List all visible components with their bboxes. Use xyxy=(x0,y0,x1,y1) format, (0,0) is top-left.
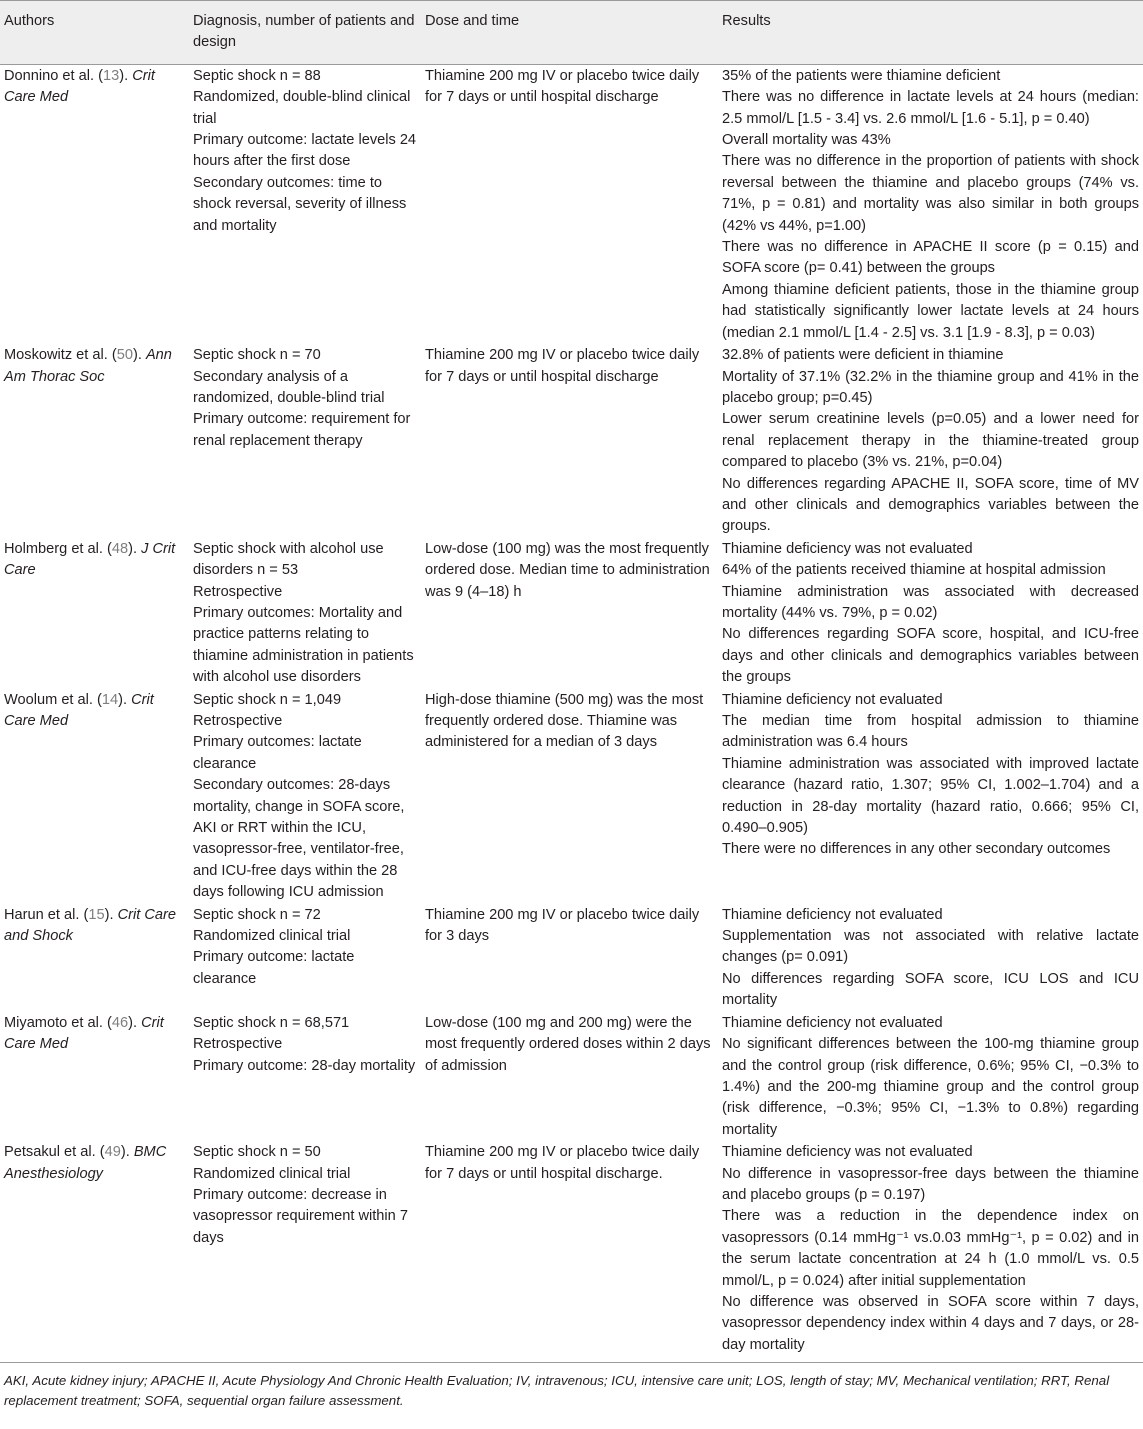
result-line: No differences regarding SOFA score, ICU LOS and ICU mortality xyxy=(722,970,1139,1009)
table-row xyxy=(0,344,1143,538)
diagnosis-cell xyxy=(189,689,421,904)
author-name: Harun et al. xyxy=(4,906,80,923)
header-authors: Authors xyxy=(0,1,189,65)
diagnosis-line: Primary outcome: lactate levels 24 hours after the first dose xyxy=(193,132,417,170)
result-line: Thiamine administration was associated with improved lactate clearance (hazard ratio, 1.307; 95% CI, 1.002–1.704) and a reduction in 28-day mortality (hazard ratio, 0.666; 95% CI, 0.490–0.905) xyxy=(722,755,1139,837)
author-cell: Petsakul et al. (49). BMC Anesthesiology xyxy=(4,1144,167,1182)
result-line: No differences regarding APACHE II, SOFA score, time of MV and other clinicals and demographics variables between the groups. xyxy=(722,475,1139,535)
dose-cell: Thiamine 200 mg IV or placebo twice daily for 7 days or until hospital discharge xyxy=(425,67,700,106)
diagnosis-line: Randomized clinical trial xyxy=(193,1165,351,1182)
results-cell xyxy=(718,904,1143,1012)
author-cell: Woolum et al. (14). Crit Care Med xyxy=(4,691,154,729)
results-cell xyxy=(718,538,1143,689)
diagnosis-line: Retrospective xyxy=(193,1036,283,1053)
table-body xyxy=(0,64,1143,1356)
author-cell: Moskowitz et al. (50). Ann Am Thorac Soc xyxy=(4,347,172,385)
result-line: There was a reduction in the dependence index on vasopressors (0.14 mmHg⁻¹ vs.0.03 mmHg⁻¹, p = 0.02) and in the serum lactate concentration at 24 h (1.0 mmol/L vs. 0.5 mmol/L, p = 0.024) after initial supplementation xyxy=(722,1208,1139,1289)
result-line: Thiamine deficiency not evaluated xyxy=(722,906,943,923)
result-line: No significant differences between the 100-mg thiamine group and the control group (risk difference, 0.6%; 95% CI, −0.3% to 1.4%) and the 200-mg thiamine group and the control group (risk difference, −0.3%; 95% CI, −1.3% to 0.8%) regarding mortality xyxy=(722,1036,1139,1138)
diagnosis-cell xyxy=(189,64,421,344)
author-cell: Holmberg et al. (48). J Crit Care xyxy=(4,540,176,579)
diagnosis-line: Retrospective xyxy=(193,583,283,600)
journal-name: Crit Care Med xyxy=(4,67,155,106)
reference-link[interactable]: 46 xyxy=(111,1014,129,1031)
dose-cell: Thiamine 200 mg IV or placebo twice daily for 3 days xyxy=(425,906,700,945)
author-name: Holmberg et al. xyxy=(4,540,103,557)
journal-name: Crit Care Med xyxy=(4,1014,164,1053)
diagnosis-line: Primary outcome: requirement for renal replacement therapy xyxy=(193,411,411,449)
header-dose: Dose and time xyxy=(421,1,718,65)
result-line: No differences regarding SOFA score, hospital, and ICU-free days and other clinicals and demographics variables between the groups xyxy=(722,626,1139,686)
header-results: Results xyxy=(718,1,1143,65)
reference-link[interactable]: 14 xyxy=(101,691,119,708)
results-cell xyxy=(718,64,1143,344)
result-line: There was no difference in lactate levels at 24 hours (median: 2.5 mmol/L [1.5 - 3.4] vs. 2.6 mmol/L [1.6 - 5.1], p = 0.40) xyxy=(722,89,1139,127)
header-row xyxy=(0,1,1143,65)
diagnosis-line: Primary outcomes: lactate clearance xyxy=(193,734,362,772)
results-cell xyxy=(718,689,1143,904)
diagnosis-line: Primary outcome: lactate clearance xyxy=(193,949,355,987)
result-line: Thiamine deficiency was not evaluated xyxy=(722,1144,973,1161)
results-cell xyxy=(718,1012,1143,1141)
result-line: Lower serum creatinine levels (p=0.05) and a lower need for renal replacement therapy in the thiamine-treated group compared to placebo (3% vs. 21%, p=0.04) xyxy=(722,411,1139,471)
result-line: Overall mortality was 43% xyxy=(722,132,891,149)
reference-link[interactable]: 50 xyxy=(116,347,133,364)
diagnosis-line: Randomized clinical trial xyxy=(193,928,351,945)
journal-name: J Crit Care xyxy=(4,540,176,579)
reference-link[interactable]: 48 xyxy=(111,540,129,557)
diagnosis-cell xyxy=(189,1012,421,1141)
diagnosis-cell xyxy=(189,1141,421,1356)
result-line: There were no differences in any other secondary outcomes xyxy=(722,841,1111,858)
journal-name: Crit Care and Shock xyxy=(4,906,176,945)
result-line: Thiamine deficiency not evaluated xyxy=(722,691,943,708)
author-name: Petsakul et al. xyxy=(4,1144,96,1161)
reference-link[interactable]: 49 xyxy=(104,1144,121,1161)
result-line: Among thiamine deficient patients, those in the thiamine group had statistically significantly lower lactate levels at 24 hours (median 2.1 mmol/L [1.4 - 2.5] vs. 3.1 [1.9 - 8.3], p = 0.03) xyxy=(722,281,1139,341)
diagnosis-line: Septic shock with alcohol use disorders n = 53 xyxy=(193,540,384,579)
journal-name: Crit Care Med xyxy=(4,691,154,729)
result-line: Supplementation was not associated with relative lactate changes (p= 0.091) xyxy=(722,928,1139,966)
header-diagnosis: Diagnosis, number of patients and design xyxy=(189,1,421,65)
result-line: There was no difference in the proportion of patients with shock reversal between the thiamine and placebo groups (74% vs. 71%, p = 0.81) and mortality was also similar in both groups (42% vs 44%, p=1.00) xyxy=(722,153,1139,234)
journal-name: Ann Am Thorac Soc xyxy=(4,347,172,385)
dose-cell: Thiamine 200 mg IV or placebo twice daily for 7 days or until hospital discharge xyxy=(425,347,700,385)
diagnosis-line: Retrospective xyxy=(193,713,283,729)
diagnosis-line: Primary outcome: decrease in vasopressor requirement within 7 days xyxy=(193,1186,408,1246)
diagnosis-cell xyxy=(189,538,421,689)
result-line: There was no difference in APACHE II score (p = 0.15) and SOFA score (p= 0.41) between the groups xyxy=(722,239,1139,277)
diagnosis-line: Secondary analysis of a randomized, double-blind trial xyxy=(193,368,385,406)
result-line: Mortality of 37.1% (32.2% in the thiamine group and 41% in the placebo group; p=0.45) xyxy=(722,368,1139,406)
author-name: Donnino et al. xyxy=(4,67,95,84)
diagnosis-cell xyxy=(189,344,421,538)
diagnosis-line: Primary outcome: 28-day mortality xyxy=(193,1057,416,1074)
dose-cell: Thiamine 200 mg IV or placebo twice daily for 7 days or until hospital discharge. xyxy=(425,1144,700,1182)
result-line: No difference in vasopressor-free days between the thiamine and placebo groups (p = 0.197) xyxy=(722,1165,1139,1203)
diagnosis-line: Septic shock n = 1,049 xyxy=(193,691,342,708)
dose-cell: High-dose thiamine (500 mg) was the most frequently ordered dose. Thiamine was administered for a median of 3 days xyxy=(425,691,704,751)
journal-name: BMC Anesthesiology xyxy=(4,1144,167,1182)
result-line: 35% of the patients were thiamine deficient xyxy=(722,67,1001,84)
diagnosis-line: Primary outcomes: Mortality and practice patterns relating to thiamine administration in patients with alcohol use disorders xyxy=(193,604,414,686)
diagnosis-line: Secondary outcomes: time to shock reversal, severity of illness and mortality xyxy=(193,174,407,234)
author-cell: Donnino et al. (13). Crit Care Med xyxy=(4,67,155,106)
author-cell: Miyamoto et al. (46). Crit Care Med xyxy=(4,1014,164,1053)
results-cell xyxy=(718,1141,1143,1356)
result-line: 64% of the patients received thiamine at hospital admission xyxy=(722,562,1106,579)
author-name: Moskowitz et al. xyxy=(4,347,108,364)
author-name: Miyamoto et al. xyxy=(4,1014,103,1031)
diagnosis-line: Septic shock n = 72 xyxy=(193,906,321,923)
results-cell xyxy=(718,344,1143,538)
table-row xyxy=(0,538,1143,689)
table-footnote: AKI, Acute kidney injury; APACHE II, Acute Physiology And Chronic Health Evaluation; IV, intravenous; ICU, intensive care unit; LOS, length of stay; MV, Mechanical ventilation; RRT, Renal replacement treatment; SOFA, sequential organ failure assessment. xyxy=(4,1373,1110,1409)
reference-link[interactable]: 15 xyxy=(88,906,105,923)
reference-link[interactable]: 13 xyxy=(102,67,120,84)
result-line: Thiamine deficiency not evaluated xyxy=(722,1014,943,1031)
table-row xyxy=(0,1012,1143,1141)
result-line: No difference was observed in SOFA score within 7 days, vasopressor dependency index within 4 days and 7 days, or 28-day mortality xyxy=(722,1293,1139,1353)
diagnosis-line: Septic shock n = 70 xyxy=(193,347,321,364)
diagnosis-cell xyxy=(189,904,421,1012)
result-line: Thiamine administration was associated with decreased mortality (44% vs. 79%, p = 0.02) xyxy=(722,583,1139,621)
result-line: Thiamine deficiency was not evaluated xyxy=(722,540,973,557)
result-line: 32.8% of patients were deficient in thiamine xyxy=(722,347,1004,364)
diagnosis-line: Secondary outcomes: 28-days mortality, change in SOFA score, AKI or RRT within the ICU, vasopressor-free, ventilator-free, and ICU-free days within the 28 days following ICU admission xyxy=(193,777,405,901)
dose-cell: Low-dose (100 mg and 200 mg) were the most frequently ordered doses within 2 days of admission xyxy=(425,1014,711,1074)
dose-cell: Low-dose (100 mg) was the most frequently ordered dose. Median time to administration was 9 (4–18) h xyxy=(425,540,710,600)
diagnosis-line: Septic shock n = 50 xyxy=(193,1144,321,1161)
table-row xyxy=(0,689,1143,904)
author-cell: Harun et al. (15). Crit Care and Shock xyxy=(4,906,176,945)
result-line: The median time from hospital admission to thiamine administration was 6.4 hours xyxy=(722,713,1139,751)
table-row xyxy=(0,64,1143,344)
diagnosis-line: Septic shock n = 88 xyxy=(193,67,321,84)
table-row xyxy=(0,904,1143,1012)
diagnosis-line: Randomized, double-blind clinical trial xyxy=(193,89,411,127)
diagnosis-line: Septic shock n = 68,571 xyxy=(193,1014,350,1031)
author-name: Woolum et al. xyxy=(4,691,93,708)
table-row xyxy=(0,1141,1143,1356)
